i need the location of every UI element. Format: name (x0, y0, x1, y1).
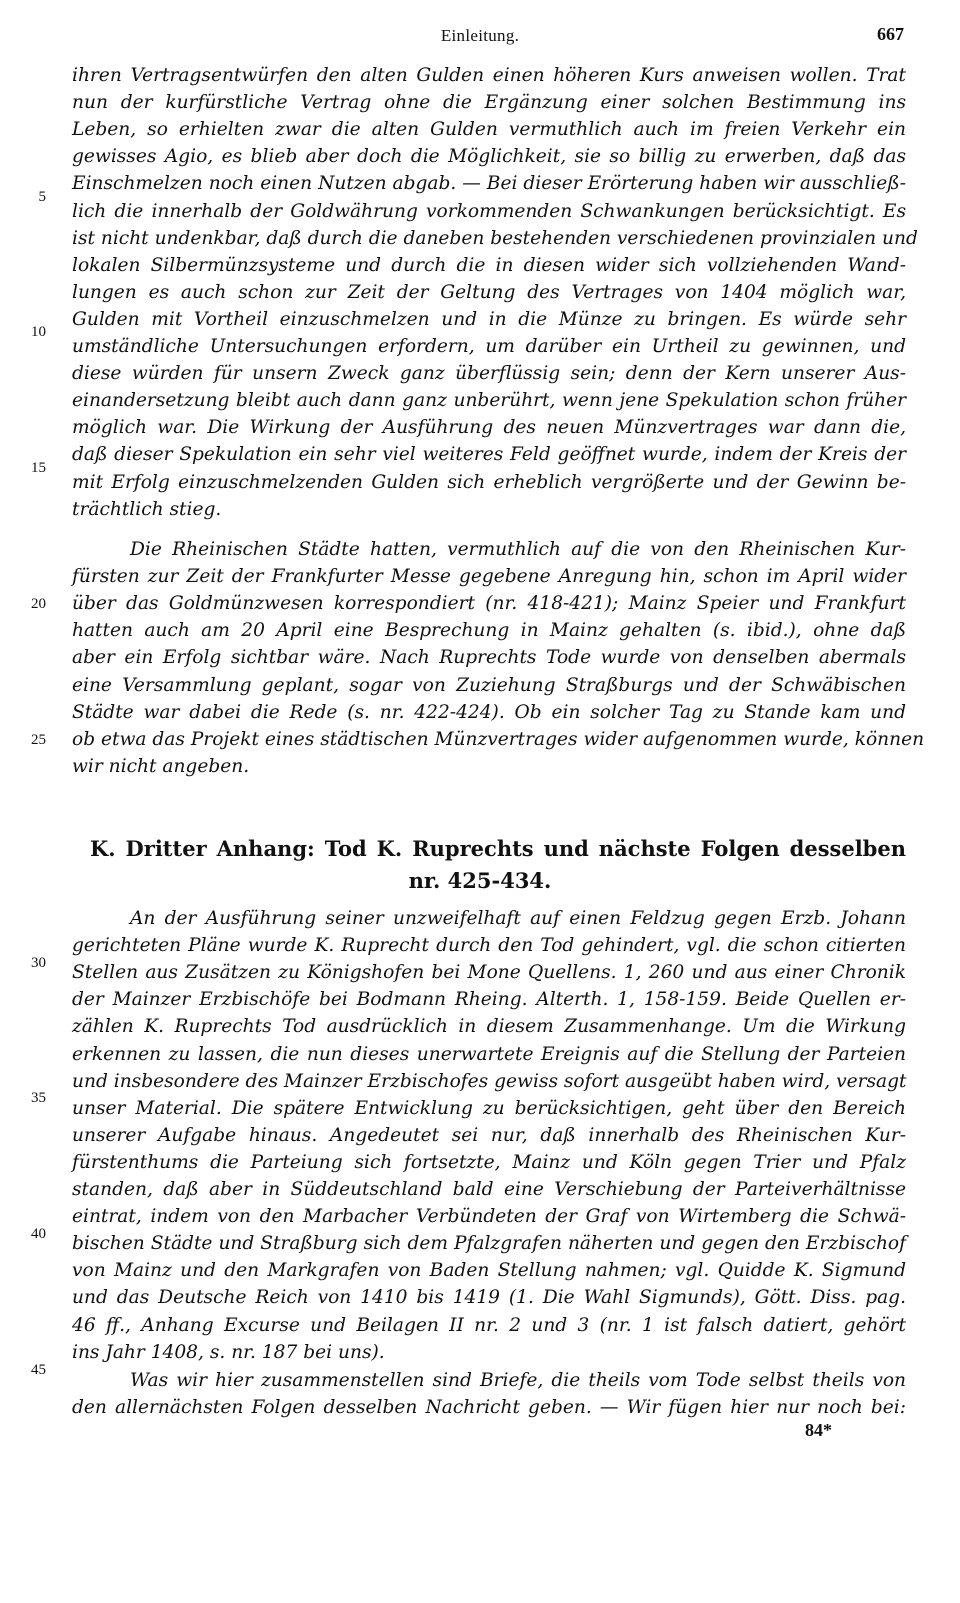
text-line: umständliche Untersuchungen erfordern, um darüber ein Urtheil zu gewinnen, und (72, 336, 906, 357)
text-line: bischen Städte und Straßburg sich dem Pfalzgrafen näherten und gegen den Erzbischof (72, 1233, 906, 1255)
margin-line-number: 10 (31, 324, 46, 340)
margin-line-number: 30 (31, 955, 46, 971)
text-line: nun der kurfürstliche Vertrag ohne die Ergänzung einer solchen Bestimmung ins (72, 92, 906, 114)
text-line: der Mainzer Erzbischöfe bei Bodmann Rheing. Alterth. 1, 158-159. Beide Quellen er- (72, 989, 906, 1011)
text-line: unser Material. Die spätere Entwicklung zu berücksichtigen, geht über den Bereich (72, 1097, 906, 1119)
margin-line-number: 35 (31, 1090, 46, 1106)
text-line: An der Ausführung seiner unzweifelhaft auf einen Feldzug gegen Erzb. Johann (130, 908, 906, 929)
text-line: 46 ff., Anhang Excurse und Beilagen II nr. 2 und 3 (nr. 1 ist falsch datiert, gehört (72, 1314, 906, 1336)
text-line: unserer Aufgabe hinaus. Angedeutet sei nur, daß innerhalb des Rheinischen Kur- (72, 1124, 906, 1146)
text-line: fürstenthums die Parteiung sich fortsetzte, Mainz und Köln gegen Trier und Pfalz (72, 1151, 906, 1173)
text-line: gewisses Agio, es blieb aber doch die Möglichkeit, sie so billig zu erwerben, daß das (72, 146, 906, 168)
text-line: Die Rheinischen Städte hatten, vermuthlich auf die von den Rheinischen Kur- (130, 539, 906, 560)
text-line: standen, daß aber in Süddeutschland bald eine Verschiebung der Parteiverhältnisse (72, 1179, 906, 1200)
text-line: ihren Vertragsentwürfen den alten Gulden einen höheren Kurs anweisen wollen. Trat (72, 65, 906, 86)
text-line: fürsten zur Zeit der Frankfurter Messe gegebene Anregung hin, schon im April wider (72, 566, 906, 588)
text-line: lokalen Silbermünzsysteme und durch die in diesen wider sich vollziehenden Wand- (72, 254, 906, 276)
section-heading: K. Dritter Anhang: Tod K. Ruprechts und nächste Folgen desselben (90, 836, 906, 861)
text-line: trächtlich stieg. (72, 498, 222, 520)
text-line: möglich war. Die Wirkung der Ausführung des neuen Münzvertrages war dann die, (72, 417, 906, 439)
text-line: Städte war dabei die Rede (s. nr. 422-424). Ob ein solcher Tag zu Stande kam und (72, 701, 906, 723)
text-line: einandersetzung bleibt auch dann ganz unberührt, wenn jene Spekulation schon früher (72, 390, 906, 412)
text-line: erkennen zu lassen, die nun dieses unerwartete Ereignis auf die Stellung der Parteien (72, 1043, 906, 1065)
text-line: den allernächsten Folgen desselben Nachricht geben. — Wir fügen hier nur noch bei: (72, 1397, 906, 1419)
text-line: wir nicht angeben. (72, 755, 250, 777)
margin-line-number: 25 (31, 732, 46, 748)
signature-mark: 84* (805, 1420, 832, 1440)
text-line: Gulden mit Vortheil einzuschmelzen und in die Münze zu bringen. Es würde sehr (72, 308, 906, 330)
text-line: eine Versammlung geplant, sogar von Zuziehung Straßburgs und der Schwäbischen (72, 674, 906, 696)
text-line: und das Deutsche Reich von 1410 bis 1419 (1. Die Wahl Sigmunds), Gött. Diss. pag. (72, 1287, 906, 1309)
text-line: von Mainz und den Markgrafen von Baden Stellung nahmen; vgl. Quidde K. Sigmund (72, 1260, 906, 1282)
margin-line-number: 5 (38, 189, 46, 205)
text-line: mit Erfolg einzuschmelzenden Gulden sich erheblich vergrößerte und der Gewinn be- (72, 471, 906, 493)
margin-line-number: 45 (31, 1362, 46, 1378)
text-line: aber ein Erfolg sichtbar wäre. Nach Ruprechts Tode wurde von denselben abermals (72, 647, 906, 669)
text-line: diese würden für unsern Zweck ganz überflüssig sein; denn der Kern unserer Aus- (72, 363, 906, 385)
text-line: und insbesondere des Mainzer Erzbischofes gewiss sofort ausgeübt haben wird, versagt (72, 1070, 907, 1092)
section-heading-range: nr. 425-434. (408, 868, 552, 893)
running-head (0, 22, 960, 48)
text-line: Was wir hier zusammenstellen sind Briefe, die theils vom Tode selbst theils von (130, 1370, 906, 1391)
margin-line-number: 15 (31, 460, 46, 476)
text-line: hatten auch am 20 April eine Besprechung in Mainz gehalten (s. ibid.), ohne daß (72, 620, 906, 642)
text-line: Einschmelzen noch einen Nutzen abgab. — Bei dieser Erörterung haben wir ausschließ- (72, 173, 906, 195)
text-line: lich die innerhalb der Goldwährung vorkommenden Schwankungen berücksichtigt. Es (72, 200, 906, 222)
page-number: 667 (877, 24, 904, 44)
text-line: zählen K. Ruprechts Tod ausdrücklich in diesem Zusammenhange. Um die Wirkung (72, 1016, 906, 1038)
text-line: gerichteten Pläne wurde K. Ruprecht durch den Tod gehindert, vgl. die schon citierten (72, 935, 906, 957)
text-line: ob etwa das Projekt eines städtischen Münzvertrages wider aufgenommen wurde, können (72, 728, 925, 750)
text-line: lungen es auch schon zur Zeit der Geltung des Vertrages von 1404 möglich war, (72, 281, 906, 303)
text-line: daß dieser Spekulation ein sehr viel weiteres Feld geöffnet wurde, indem der Kreis der (72, 444, 906, 466)
text-line: eintrat, indem von den Marbacher Verbündeten der Graf von Wirtemberg die Schwä- (72, 1206, 906, 1228)
margin-line-number: 20 (31, 596, 46, 612)
text-line: Leben, so erhielten zwar die alten Gulden vermuthlich auch im freien Verkehr ein (72, 119, 906, 141)
text-line: Stellen aus Zusätzen zu Königshofen bei Mone Quellens. 1, 260 und aus einer Chronik (72, 962, 906, 984)
margin-line-number: 40 (31, 1226, 46, 1242)
text-line: ist nicht undenkbar, daß durch die daneben bestehenden verschiedenen provinzialen und (72, 227, 918, 249)
running-title: Einleitung. (440, 26, 520, 45)
text-line: über das Goldmünzwesen korrespondiert (nr. 418-421); Mainz Speier und Frankfurt (72, 593, 906, 615)
text-line: ins Jahr 1408, s. nr. 187 bei uns). (72, 1341, 385, 1363)
